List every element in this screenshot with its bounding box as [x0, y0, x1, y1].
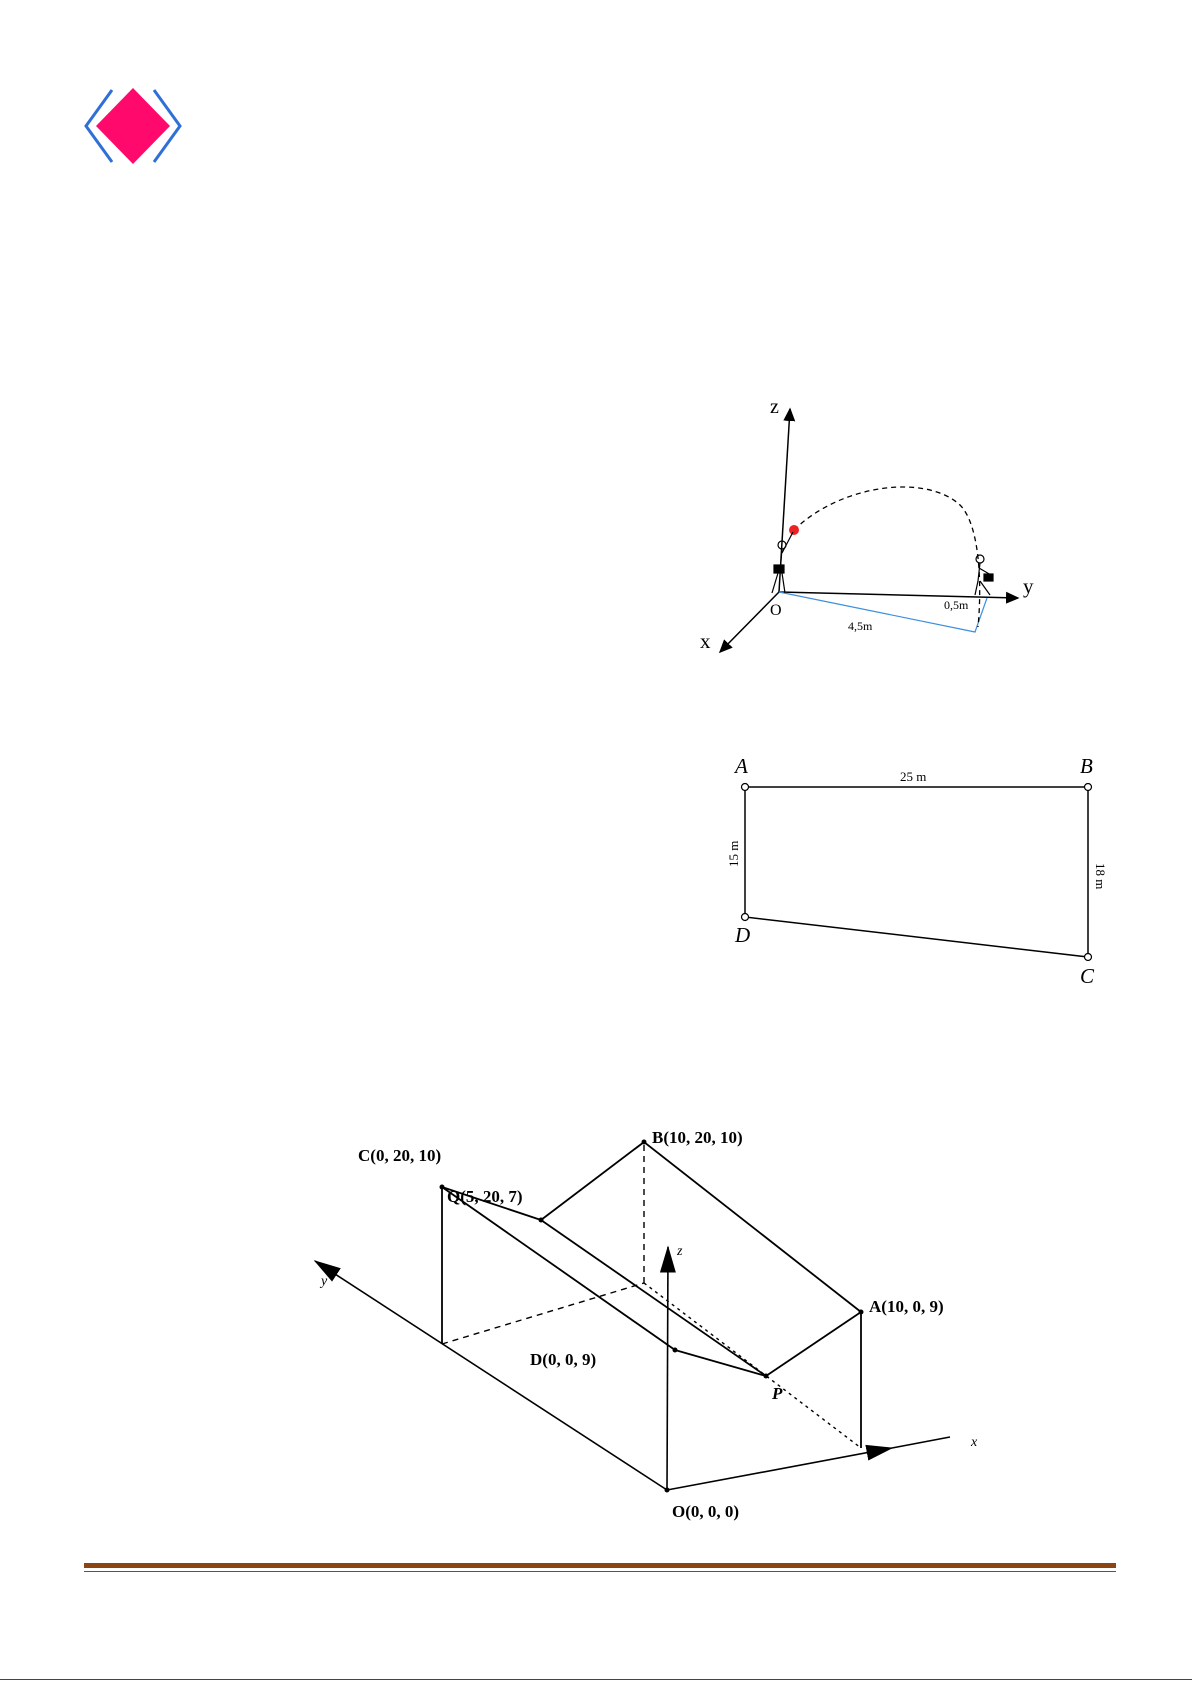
- vertex-c-point: [1085, 954, 1092, 961]
- distance-long-label: 4,5m: [848, 619, 873, 633]
- z-axis-label: z: [770, 396, 779, 418]
- field-outline: [745, 787, 1088, 957]
- side-ab-label: 25 m: [900, 769, 927, 784]
- x-axis-label: x: [971, 1435, 978, 1450]
- side-ad-label: 15 m: [726, 840, 741, 867]
- field-figure: [720, 745, 1120, 1005]
- side-bc-label: 18 m: [1093, 863, 1108, 890]
- roof-solid-figure: [290, 1125, 1010, 1525]
- footer-rule: [84, 1563, 1116, 1568]
- point-c-label: C(0, 20, 10): [358, 1146, 442, 1165]
- y-axis-label: y: [321, 1274, 328, 1289]
- origin-label: O: [770, 602, 782, 619]
- point-p-label: P: [772, 1384, 783, 1403]
- x-axis: [720, 592, 779, 652]
- y-axis: [779, 592, 1018, 598]
- z-axis: [667, 1247, 668, 1490]
- x-axis-extension: [892, 1437, 950, 1448]
- thrower-figure: [772, 532, 793, 593]
- point-o-label: O(0, 0, 0): [672, 1502, 740, 1521]
- page-bottom-line: [0, 1679, 1192, 1680]
- z-axis-label: z: [677, 1244, 683, 1259]
- point-b-label: B(10, 20, 10): [652, 1128, 743, 1147]
- point-q-label: Q(5, 20, 7): [447, 1187, 523, 1206]
- point-d-label: D(0, 0, 9): [530, 1350, 597, 1369]
- y-axis-label: y: [1023, 574, 1034, 598]
- x-axis: [667, 1448, 892, 1490]
- throw-trajectory-figure: [690, 395, 1050, 665]
- vertex-a-label: A: [735, 754, 748, 778]
- footer-rule-thin: [84, 1571, 1116, 1572]
- vertex-a-point: [742, 784, 749, 791]
- diamond-logo-icon: [82, 86, 190, 166]
- vertex-b-label: B: [1080, 754, 1093, 778]
- distance-short-label: 0,5m: [944, 598, 969, 612]
- vertex-d-point: [742, 914, 749, 921]
- vertex-d-label: D: [735, 923, 751, 947]
- receiver-figure: [975, 555, 993, 595]
- point-a-label: A(10, 0, 9): [869, 1297, 944, 1316]
- ball: [789, 525, 799, 535]
- vertex-b-point: [1085, 784, 1092, 791]
- y-axis: [315, 1261, 667, 1490]
- x-axis-label: x: [700, 629, 711, 653]
- vertex-c-label: C: [1080, 964, 1095, 988]
